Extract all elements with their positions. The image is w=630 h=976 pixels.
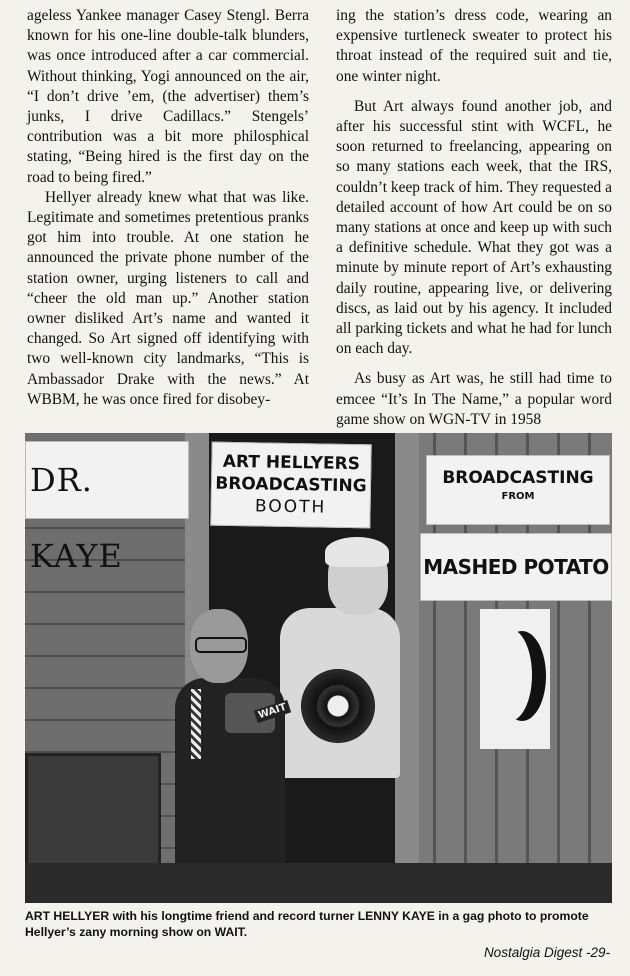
vinyl-record (301, 669, 375, 743)
sign-broadcasting-from (426, 455, 610, 525)
sign-line: BROADCASTING (442, 468, 594, 488)
floor (25, 863, 612, 903)
sign-mashed-potato-falls: MASHED POTATO (420, 533, 612, 601)
paragraph: ageless Yankee manager Casey Stengl. Berra known for his one-line double-talk blunders, was once introduced after a car commercial. Without thinking, Yogi announced on the air, “I don’t drive ’em, (the advertiser) them’s junks, I drive Cadillacs.” Stengels’ contribution was a bit more philosphical stating, “Being hired is the first day on the road to being fired.” (27, 7, 309, 186)
photo-caption: ART HELLYER with his longtime friend and record turner LENNY KAYE in a gag photo to promote Hellyer’s zany morning show on WAIT. (25, 909, 589, 939)
lenny-kaye-cap (325, 537, 389, 567)
art-hellyer-tie (191, 689, 201, 759)
left-column (27, 6, 309, 410)
photo-hellyer-booth (25, 433, 612, 903)
sign-line: FROM (501, 491, 535, 502)
paragraph: Hellyer already knew what that was like. Legitimate and sometimes pretentious pranks got him into trouble. At one station he announced the private phone number of the station owner, urging listeners to call and “cheer the old man up.” Another station owner disliked Art’s name and wanted it changed. So Art signed off identifying with two well-known city landmarks, “This is Ambassador Drake with the news.” At WBBM, he was once fired for disobey- (27, 188, 309, 408)
sign-line: BOOTH (254, 496, 327, 518)
glasses-icon (195, 637, 247, 653)
sign-broadcasting-booth (210, 442, 371, 529)
right-column (336, 6, 612, 430)
paragraph: But Art always found another job, and after his successful stint with WCFL, he soon returned to freelancing, appearing on so many stations each week, that the IRS, couldn’t keep track of him. They requested a detailed account of how Art could be on so many stations at once and keep up with such a definitive schedule. What they got was a minute by minute report of Art’s exhausting daily routine, appearing live, or delivering discs, as laid out by his agency. It included all parking tickets and what he had for lunch on each day. (336, 97, 612, 358)
microphone-tag: WAIT (254, 700, 291, 723)
paragraph: As busy as Art was, he still had time to emcee “It’s In The Name,” a popular word game show on WGN-TV in 1958 (336, 370, 612, 428)
page-footer: Nostalgia Digest -29- (483, 945, 610, 960)
paragraph: ing the station’s dress code, wearing an expensive turtleneck sweater to protect his throat instead of the required suit and tie, one winter night. (336, 7, 612, 85)
sign-dr-kaye: DR. KAYE (25, 441, 189, 519)
sign-line: BROADCASTING (215, 473, 367, 497)
sign-line: ART HELLYERS (222, 451, 361, 475)
moon-icon (480, 609, 550, 749)
radio-cabinet (25, 753, 161, 879)
